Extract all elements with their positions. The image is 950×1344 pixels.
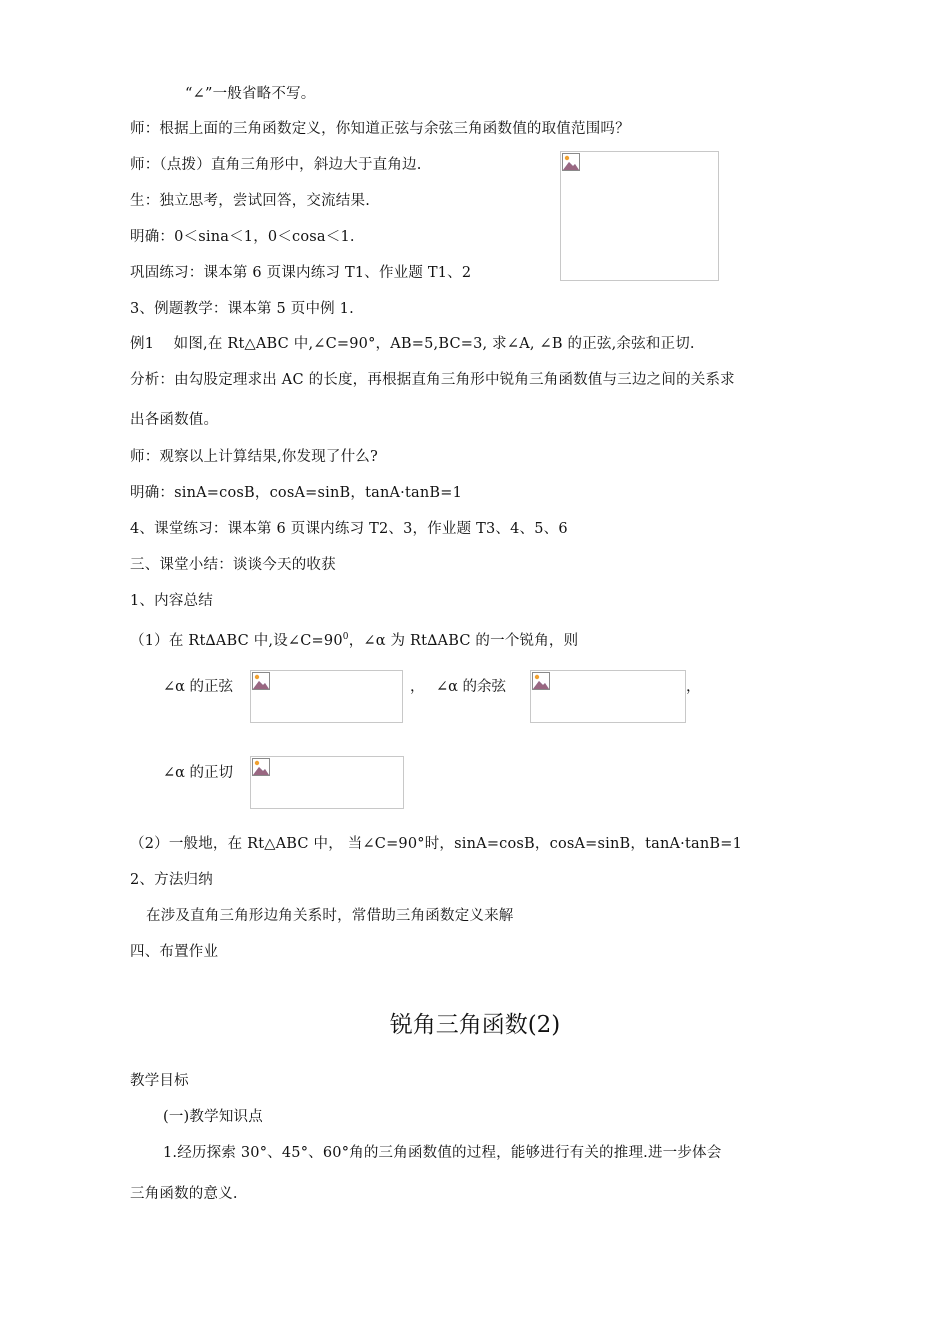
text-line: 生：独立思考，尝试回答，交流结果.: [130, 193, 371, 209]
text-line: 教学目标: [130, 1073, 189, 1089]
text-line: 师：根据上面的三角函数定义，你知道正弦与余弦三角函数值的取值范围吗？: [130, 121, 630, 137]
tangent-label: ∠α 的正切: [163, 765, 234, 781]
text-line: 巩固练习：课本第 6 页课内练习 T1、作业题 T1、2: [130, 265, 472, 281]
text-line: 三、课堂小结：谈谈今天的收获: [130, 557, 336, 573]
broken-image-icon: [562, 153, 580, 171]
text-segment: ，∠α 为 Rt∆ABC 的一个锐角，则: [348, 632, 579, 649]
text-line: 4、课堂练习：课本第 6 页课内练习 T2、3，作业题 T3、4、5、6: [130, 521, 568, 537]
text-line: 分析：由勾股定理求出 AC 的长度，再根据直角三角形中锐角三角函数值与三边之间的关系求: [130, 372, 735, 388]
text-line: 明确：0＜sina＜1，0＜cosa＜1.: [130, 229, 355, 245]
text-line: 三角函数的意义.: [130, 1186, 238, 1202]
broken-image-icon: [532, 672, 550, 690]
section-title: 锐角三角函数(2): [389, 1012, 561, 1038]
text-line: “∠”一般省略不写。: [185, 86, 316, 102]
text-line: 例1 如图,在 Rt△ABC 中,∠C=90°，AB=5,BC=3, 求∠A, ∠B 的正弦,余弦和正切.: [130, 336, 695, 352]
text-line: 明确：sinA=cosB，cosA=sinB，tanA·tanB=1: [130, 485, 463, 501]
text-line: 3、例题教学：课本第 5 页中例 1.: [130, 301, 354, 317]
text-line: 师：观察以上计算结果,你发现了什么?: [130, 449, 378, 465]
text-line: 师：（点拨）直角三角形中，斜边大于直角边.: [130, 157, 422, 173]
cosine-label: ∠α 的余弦: [436, 679, 507, 695]
comma: ，: [686, 679, 701, 695]
text-line: 在涉及直角三角形边角关系时，常借助三角函数定义来解: [146, 908, 514, 924]
text-line: (一)教学知识点: [163, 1109, 263, 1125]
text-line: 1、内容总结: [130, 593, 213, 609]
broken-image-icon: [252, 758, 270, 776]
cosine-formula-image: [530, 670, 686, 723]
comma: ，: [410, 679, 425, 695]
text-line: [130, 627, 578, 651]
text-line: 出各函数值。: [130, 412, 219, 428]
text-line: 四、布置作业: [130, 944, 219, 960]
text-segment: （1）在 Rt∆ABC 中,设∠C=90: [130, 632, 343, 649]
text-line: （2）一般地，在 Rt△ABC 中， 当∠C=90°时，sinA=cosB，cosA=sinB，tanA·tanB=1: [130, 836, 743, 852]
tangent-formula-image: [250, 756, 404, 809]
sine-formula-image: [250, 670, 403, 723]
text-line: 1.经历探索 30°、45°、60°角的三角函数值的过程，能够进行有关的推理.进一步体会: [163, 1145, 722, 1161]
text-line: 2、方法归纳: [130, 872, 213, 888]
sine-label: ∠α 的正弦: [163, 679, 234, 695]
superscript: 0: [342, 632, 349, 642]
broken-image-icon: [252, 672, 270, 690]
triangle-figure-image: [560, 151, 719, 281]
